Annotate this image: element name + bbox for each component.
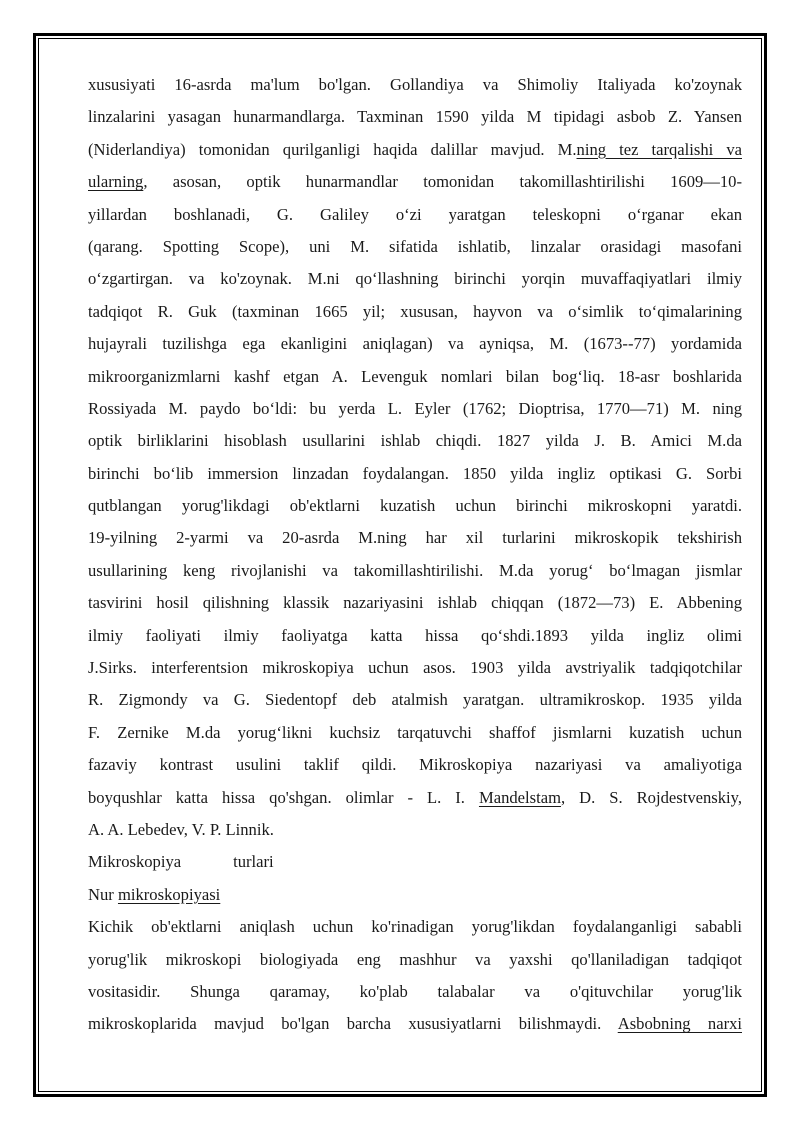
text-line: optik birliklarini hisoblash usullarini ishlab chiqdi. 1827 yilda J. B. Amici M.da xyxy=(88,431,742,451)
hyperlink[interactable]: ning tez tarqalishi va xyxy=(576,139,742,159)
text-line xyxy=(88,1008,742,1040)
text-line: yorug'lik mikroskopi biologiyada eng mashhur va yaxshi qo'llaniladigan tadqiqot xyxy=(88,949,742,969)
text-line: R. Zigmondy va G. Siedentopf deb atalmish yaratgan. ultramikroskop. 1935 yilda xyxy=(88,690,742,710)
text-segment: (Niderlandiya) tomonidan qurilganligi haqida dalillar mavjud. M. xyxy=(88,139,577,159)
hyperlink[interactable]: ularning xyxy=(88,172,144,192)
text-line: ilmiy faoliyati ilmiy faoliyatga katta hissa qo‘shdi.1893 yilda ingliz olimi xyxy=(88,625,742,645)
hyperlink[interactable]: mikroskopiyasi xyxy=(117,884,221,904)
section-heading xyxy=(88,846,742,878)
document-page xyxy=(88,69,742,1041)
text-line: usullarining keng rivojlanishi va takomillashtirilishi. M.da yorug‘ bo‘lmagan jismlar xyxy=(88,560,742,580)
text-segment: Nur xyxy=(88,884,118,904)
hyperlink[interactable]: Asbobning narxi xyxy=(617,1014,742,1034)
subsection-heading xyxy=(88,879,742,911)
text-line: hujayrali tuzilishga ega ekanligini aniqlagan) va ayniqsa, M. (1673--77) yordamida xyxy=(88,334,742,354)
text-line: vositasidir. Shunga qaramay, ko'plab talabalar va o'qituvchilar yorug'lik xyxy=(88,981,742,1001)
text-segment: , asosan, optik hunarmandlar tomonidan takomillashtirilishi 1609—10- xyxy=(143,172,742,192)
text-line: xususiyati 16-asrda ma'lum bo'lgan. Gollandiya va Shimoliy Italiyada ko'zoynak xyxy=(88,75,742,94)
text-line: F. Zernike M.da yorug‘likni kuchsiz tarqatuvchi shaffof jismlarni kuzatish uchun xyxy=(88,722,742,742)
text-line xyxy=(88,782,742,814)
text-line: fazaviy kontrast usulini taklif qildi. Mikroskopiya nazariyasi va amaliyotiga xyxy=(88,755,742,775)
text-line: 19-yilning 2-yarmi va 20-asrda M.ning har xil turlarini mikroskopik tekshirish xyxy=(88,528,742,548)
text-line: Rossiyada M. paydo bo‘ldi: bu yerda L. Eyler (1762; Dioptrisa, 1770—71) M. ning xyxy=(88,398,742,418)
text-segment: , D. S. Rojdestvenskiy, xyxy=(560,787,742,807)
text-line: (qarang. Spotting Scope), uni M. sifatida ishlatib, linzalar orasidagi masofani xyxy=(88,236,742,256)
text-line: birinchi bo‘lib immersion linzadan foydalangan. 1850 yilda ingliz optikasi G. Sorbi xyxy=(88,463,742,483)
text-line: yillardan boshlanadi, G. Galiley o‘zi yaratgan teleskopni o‘rganar ekan xyxy=(88,204,742,224)
text-line: A. A. Lebedev, V. P. Linnik. xyxy=(88,819,274,839)
text-segment: mikroskoplarida mavjud bo'lgan barcha xususiyatlarni bilishmaydi. xyxy=(88,1014,618,1034)
text-line: o‘zgartirgan. va ko'zoynak. M.ni qo‘llashning birinchi yorqin muvaffaqiyatlari ilmiy xyxy=(88,269,742,289)
text-line: qutblangan yorug'likdagi ob'ektlarni kuzatish uchun birinchi mikroskopni yaratdi. xyxy=(88,496,742,516)
heading-word: Mikroskopiya xyxy=(88,852,182,872)
text-line xyxy=(88,134,742,166)
text-line: Kichik ob'ektlarni aniqlash uchun ko'rinadigan yorug'likdan foydalanganligi sababli xyxy=(88,917,742,937)
text-line: tadqiqot R. Guk (taxminan 1665 yil; xususan, hayvon va o‘simlik to‘qimalarining xyxy=(88,301,742,321)
text-line: J.Sirks. interferentsion mikroskopiya uchun asos. 1903 yilda avstriyalik tadqiqotchilar xyxy=(88,658,742,678)
text-line xyxy=(88,166,742,198)
text-segment: boyqushlar katta hissa qo'shgan. olimlar - L. I. xyxy=(88,787,479,807)
heading-word: turlari xyxy=(233,852,274,872)
text-line: linzalarini yasagan hunarmandlarga. Taxminan 1590 yilda M tipidagi asbob Z. Yansen xyxy=(88,107,742,127)
hyperlink[interactable]: Mandelstam xyxy=(478,787,561,807)
text-line: mikroorganizmlarni kashf etgan A. Levenguk nomlari bilan bog‘liq. 18-asr boshlarida xyxy=(88,366,742,386)
text-line: tasvirini hosil qilishning klassik nazariyasini ishlab chiqqan (1872—73) E. Abbening xyxy=(88,593,742,613)
